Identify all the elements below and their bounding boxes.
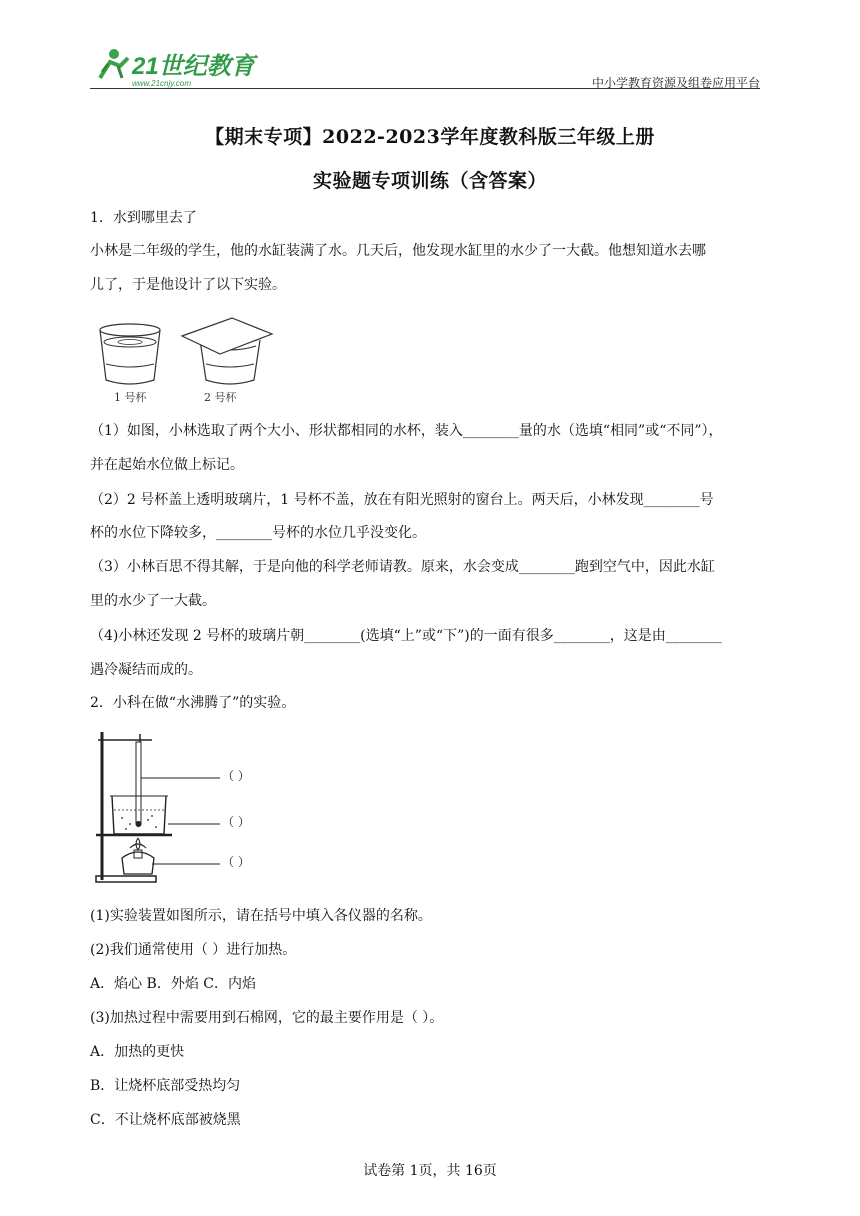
- page-subtitle: 实验题专项训练（含答案）: [312, 170, 547, 192]
- apparatus-label-blank-3[interactable]: （ ）: [222, 855, 250, 869]
- site-logo: [92, 44, 262, 90]
- q1-part2-line1: （2）2 号杯盖上透明玻璃片，1 号杯不盖，放在有阳光照射的窗台上。两天后，小林发现________号: [90, 492, 714, 508]
- q2-sub2-options: A．焰心 B．外焰 C．内焰: [90, 976, 257, 992]
- q1-part1-line2: 并在起始水位做上标记。: [90, 457, 244, 473]
- q2-sub3-option-b: B．让烧杯底部受热均匀: [90, 1078, 241, 1094]
- q1-part3-line1: （3）小林百思不得其解，于是向他的科学老师请教。原来，水会变成________跑到空气中，因此水缸: [90, 559, 715, 575]
- q1-intro-line1: 小林是二年级的学生，他的水缸装满了水。几天后，他发现水缸里的水少了一大截。他想知道水去哪: [90, 243, 706, 259]
- apparatus-label-blank-1[interactable]: （ ）: [222, 769, 250, 783]
- q1-part3-line2: 里的水少了一大截。: [90, 593, 216, 609]
- q1-part4-line1: （4)小林还发现 2 号杯的玻璃片朝________(选填“上”或“下”)的一面有很多________，这是由________: [90, 628, 722, 644]
- platform-name: 中小学教育资源及组卷应用平台: [591, 76, 760, 90]
- header-rule: [90, 88, 760, 89]
- cup2-label: 2 号杯: [204, 391, 237, 404]
- cup1-label: 1 号杯: [114, 391, 147, 404]
- logo-text: 21世纪教育: [132, 53, 255, 80]
- q2-sub2: (2)我们通常使用（ ）进行加热。: [90, 942, 297, 958]
- q2-heading: 2．小科在做“水沸腾了”的实验。: [90, 695, 296, 711]
- q2-sub3: (3)加热过程中需要用到石棉网，它的最主要作用是（ ）。: [90, 1010, 444, 1026]
- q1-heading: 1．水到哪里去了: [90, 210, 197, 226]
- logo-subtext: www.21cnjy.com: [132, 79, 191, 88]
- q1-part4-line2: 遇冷凝结而成的。: [90, 662, 202, 678]
- q2-sub3-option-a: A．加热的更快: [90, 1044, 185, 1060]
- q2-sub3-option-c: C．不让烧杯底部被烧黑: [90, 1112, 241, 1128]
- q1-part2-line2: 杯的水位下降较多，________号杯的水位几乎没变化。: [90, 525, 426, 541]
- cups-figure: [92, 316, 282, 408]
- q2-sub1: (1)实验装置如图所示，请在括号中填入各仪器的名称。: [90, 908, 432, 924]
- boiling-apparatus-figure: [92, 728, 292, 888]
- q1-intro-line2: 儿了，于是他设计了以下实验。: [90, 277, 286, 293]
- q1-part1-line1: （1）如图，小林选取了两个大小、形状都相同的水杯，装入________量的水（选填“相同”或“不同”），: [90, 423, 723, 439]
- page-title: 【期末专项】2022-2023学年度教科版三年级上册: [205, 126, 655, 148]
- apparatus-label-blank-2[interactable]: （ ）: [222, 815, 250, 829]
- page-footer: 试卷第 1页，共 16页: [363, 1163, 497, 1179]
